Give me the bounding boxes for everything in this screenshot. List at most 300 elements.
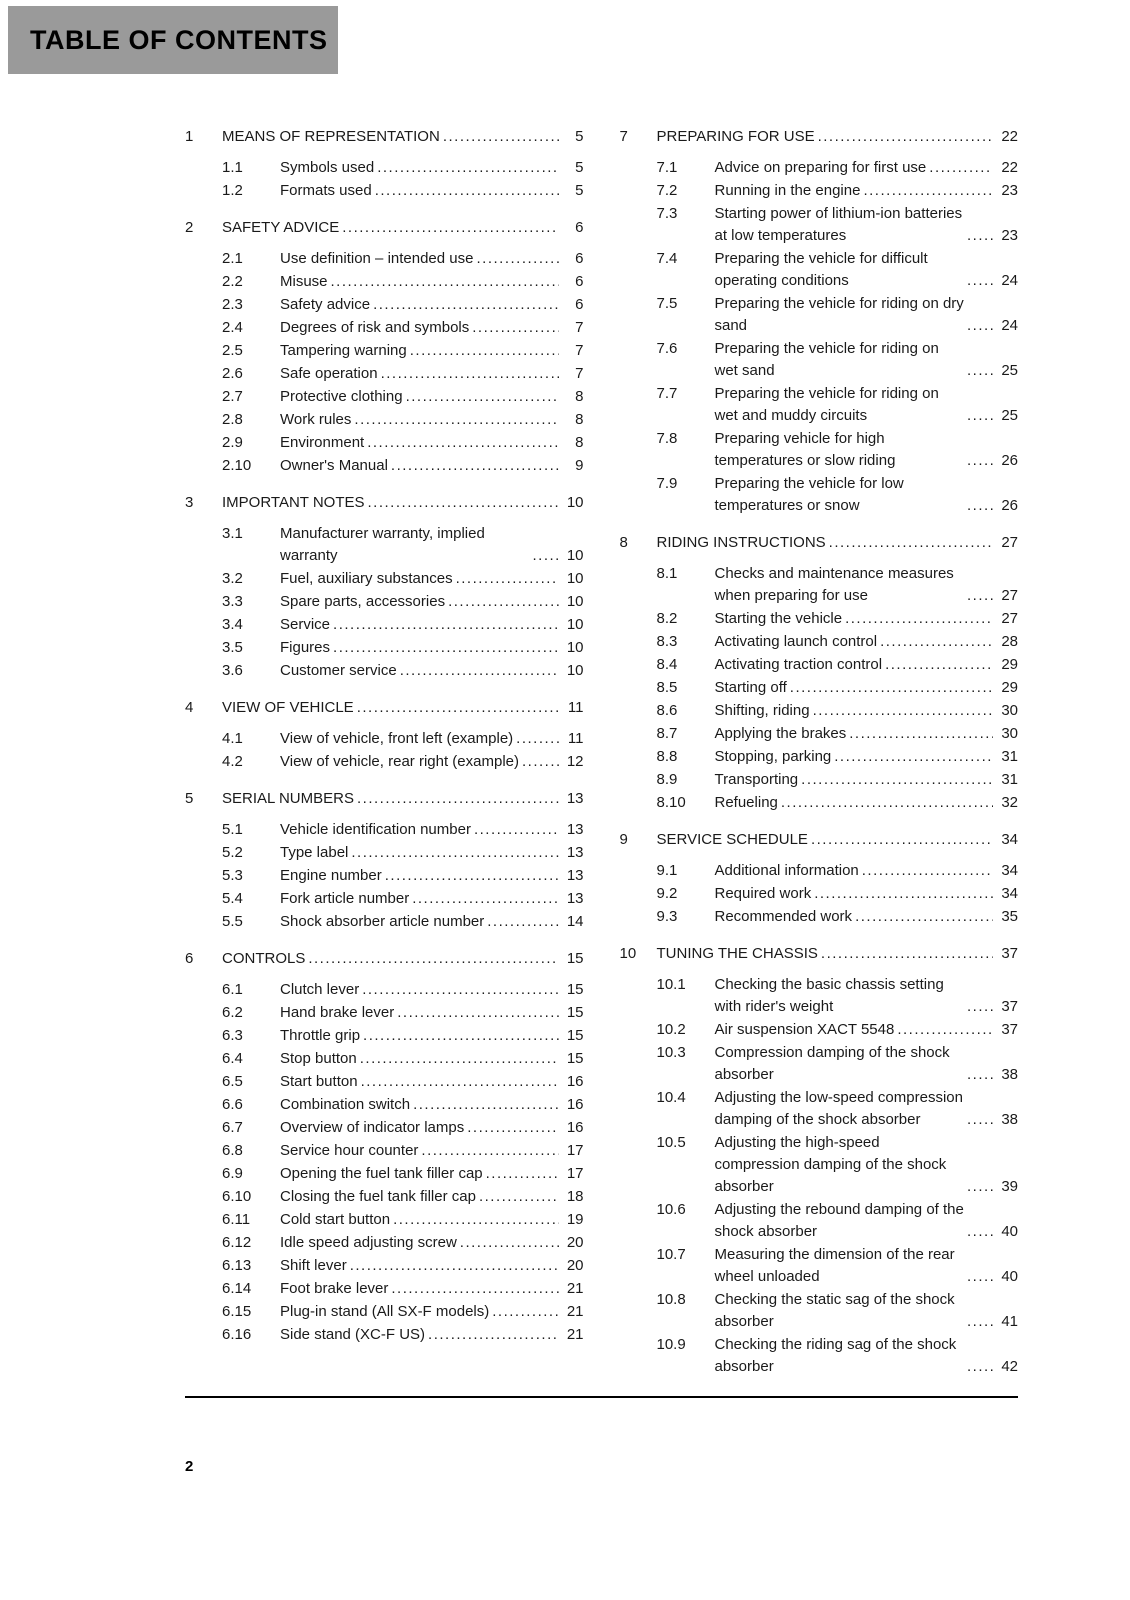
- toc-section-entry: [620, 883, 1019, 905]
- section-title: Checking the static sag of the shock absorber: [714, 1291, 955, 1330]
- section-title: Plug-in stand (All SX-F models): [280, 1303, 490, 1320]
- page-reference: 24: [1001, 317, 1018, 334]
- page-reference: 27: [1001, 534, 1018, 551]
- dot-leader: [381, 363, 559, 385]
- chapter-number: 6: [185, 950, 194, 967]
- section-title: Manufacturer warranty, implied warranty: [280, 525, 485, 564]
- section-number: 6.10: [222, 1188, 252, 1205]
- toc-section-entry: [185, 865, 584, 887]
- section-number: 1.2: [222, 182, 243, 199]
- section-number: 6.16: [222, 1326, 252, 1343]
- toc-section-entry: [185, 317, 584, 339]
- page-reference: 25: [1001, 362, 1018, 379]
- toc-section-entry: [620, 293, 1019, 337]
- page-reference: 31: [1001, 771, 1018, 788]
- section-number: 3.2: [222, 570, 243, 587]
- dot-leader: [456, 568, 559, 590]
- section-number: 3.1: [222, 525, 243, 542]
- dot-leader: [421, 1140, 558, 1162]
- page-reference: 15: [566, 1050, 584, 1067]
- section-number: 6.11: [222, 1211, 251, 1228]
- dot-leader: [487, 911, 558, 933]
- toc-section-entry: [185, 751, 584, 773]
- dot-leader: [897, 1019, 993, 1041]
- section-title: Preparing the vehicle for difficult operating conditions: [714, 250, 928, 289]
- section-title: Engine number: [280, 867, 382, 884]
- page-reference: 22: [1001, 159, 1018, 176]
- page-reference: 5: [575, 159, 584, 176]
- section-number: 10.6: [656, 1201, 686, 1218]
- page-reference: 29: [1001, 679, 1018, 696]
- chapter-title: PREPARING FOR USE: [656, 128, 815, 145]
- section-title: Service: [280, 616, 331, 633]
- toc-section-entry: [185, 1117, 584, 1139]
- section-title: Vehicle identification number: [280, 821, 471, 838]
- chapter-number: 1: [185, 128, 194, 145]
- toc-chapter-entry: [620, 126, 1019, 148]
- section-title: Applying the brakes: [714, 725, 847, 742]
- section-title: Activating launch control: [714, 633, 878, 650]
- toc-section-entry: [620, 1042, 1019, 1086]
- toc-section-entry: [620, 338, 1019, 382]
- section-title: Refueling: [714, 794, 778, 811]
- section-number: 7.3: [656, 205, 678, 222]
- section-title: Running in the engine: [714, 182, 861, 199]
- section-title: Cold start button: [280, 1211, 391, 1228]
- page-reference: 11: [567, 730, 584, 747]
- page-reference: 34: [1001, 885, 1018, 902]
- section-number: 9.2: [656, 885, 678, 902]
- section-title: Preparing the vehicle for riding on wet and muddy circuits: [714, 385, 939, 424]
- section-title: Combination switch: [280, 1096, 411, 1113]
- section-number: 7.7: [656, 385, 678, 402]
- section-title: Shock absorber article number: [280, 913, 485, 930]
- section-number: 4.1: [222, 730, 243, 747]
- dot-leader: [350, 1255, 559, 1277]
- dot-leader: [400, 660, 559, 682]
- page-reference: 15: [566, 1027, 584, 1044]
- dot-leader: [821, 943, 993, 965]
- dot-leader: [397, 1002, 558, 1024]
- page-reference: 6: [575, 219, 584, 236]
- chapter-number: 5: [185, 790, 194, 807]
- dot-leader: [516, 728, 558, 750]
- toc-column-right: [620, 126, 1019, 1379]
- toc: [185, 126, 1018, 1379]
- dot-leader: [385, 865, 559, 887]
- chapter-number: 4: [185, 699, 194, 716]
- dot-leader: [967, 1109, 993, 1131]
- dot-leader: [863, 180, 993, 202]
- toc-section-entry: [620, 1132, 1019, 1198]
- dot-leader: [362, 979, 558, 1001]
- section-title: Air suspension XACT 5548: [714, 1021, 895, 1038]
- dot-leader: [363, 1025, 558, 1047]
- section-title: Safety advice: [280, 296, 371, 313]
- page-reference: 19: [566, 1211, 584, 1228]
- dot-leader: [428, 1324, 558, 1346]
- dot-leader: [862, 860, 993, 882]
- toc-section-entry: [185, 1163, 584, 1185]
- section-title: Type label: [280, 844, 349, 861]
- toc-chapter-entry: [185, 492, 584, 514]
- page-reference: 10: [566, 639, 584, 656]
- section-title: Opening the fuel tank filler cap: [280, 1165, 483, 1182]
- page-reference: 37: [1001, 998, 1018, 1015]
- section-title: Work rules: [280, 411, 352, 428]
- dot-leader: [801, 769, 993, 791]
- section-number: 10.2: [656, 1021, 686, 1038]
- toc-section-entry: [185, 1209, 584, 1231]
- section-title: Checking the basic chassis setting with rider's weight: [714, 976, 944, 1015]
- chapter-number: 9: [619, 831, 628, 848]
- page-reference: 21: [566, 1326, 584, 1343]
- dot-leader: [811, 829, 993, 851]
- toc-chapter-entry: [185, 126, 584, 148]
- section-title: Compression damping of the shock absorber: [714, 1044, 950, 1083]
- page-reference: 40: [1001, 1223, 1018, 1240]
- page-reference: 20: [566, 1257, 584, 1274]
- dot-leader: [880, 631, 993, 653]
- page-reference: 15: [566, 981, 584, 998]
- section-title: Overview of indicator lamps: [280, 1119, 465, 1136]
- section-number: 2.7: [222, 388, 243, 405]
- dot-leader: [929, 157, 993, 179]
- toc-section-entry: [620, 792, 1019, 814]
- toc-section-entry: [620, 1199, 1019, 1243]
- dot-leader: [967, 270, 993, 292]
- section-title: Starting off: [714, 679, 787, 696]
- section-title: Required work: [714, 885, 812, 902]
- section-title: Adjusting the rebound damping of the shock absorber: [714, 1201, 964, 1240]
- section-title: Adjusting the low-speed compression damping of the shock absorber: [714, 1089, 963, 1128]
- page-reference: 7: [575, 319, 584, 336]
- section-number: 8.9: [656, 771, 678, 788]
- dot-leader: [354, 409, 558, 431]
- dot-leader: [967, 1311, 993, 1333]
- dot-leader: [333, 614, 558, 636]
- section-title: Shifting, riding: [714, 702, 810, 719]
- section-title: Hand brake lever: [280, 1004, 395, 1021]
- section-number: 7.9: [656, 475, 678, 492]
- section-number: 3.6: [222, 662, 243, 679]
- section-number: 9.3: [656, 908, 678, 925]
- section-number: 6.14: [222, 1280, 252, 1297]
- section-title: Start button: [280, 1073, 358, 1090]
- dot-leader: [486, 1163, 559, 1185]
- page-reference: 10: [566, 547, 584, 564]
- toc-section-entry: [185, 888, 584, 910]
- section-number: 10.3: [656, 1044, 686, 1061]
- chapter-number: 3: [185, 494, 194, 511]
- section-number: 8.8: [656, 748, 678, 765]
- page-reference: 7: [575, 342, 584, 359]
- section-title: Preparing the vehicle for low temperatures or snow: [714, 475, 904, 514]
- toc-section-entry: [185, 819, 584, 841]
- toc-section-entry: [620, 473, 1019, 517]
- section-number: 7.1: [656, 159, 678, 176]
- toc-section-entry: [620, 428, 1019, 472]
- toc-section-entry: [185, 1232, 584, 1254]
- page-reference: 8: [575, 411, 584, 428]
- section-number: 8.10: [656, 794, 686, 811]
- page-reference: 31: [1001, 748, 1018, 765]
- section-number: 7.6: [656, 340, 678, 357]
- toc-section-entry: [185, 386, 584, 408]
- section-number: 6.9: [222, 1165, 243, 1182]
- toc-section-entry: [185, 1324, 584, 1346]
- dot-leader: [818, 126, 993, 148]
- section-title: View of vehicle, rear right (example): [280, 753, 519, 770]
- section-title: Measuring the dimension of the rear wheel unloaded: [714, 1246, 955, 1285]
- section-number: 8.5: [656, 679, 678, 696]
- dot-leader: [368, 492, 559, 514]
- page-header: [8, 6, 338, 74]
- section-title: Environment: [280, 434, 365, 451]
- toc-section-entry: [620, 157, 1019, 179]
- toc-section-entry: [185, 1071, 584, 1093]
- dot-leader: [467, 1117, 558, 1139]
- toc-section-entry: [620, 1289, 1019, 1333]
- section-title: Customer service: [280, 662, 397, 679]
- section-title: Preparing the vehicle for riding on wet sand: [714, 340, 939, 379]
- dot-leader: [373, 294, 558, 316]
- page-reference: 21: [566, 1303, 584, 1320]
- chapter-title: CONTROLS: [222, 950, 306, 967]
- chapter-number: 2: [185, 219, 194, 236]
- section-title: Adjusting the high-speed compression damping of the shock absorber: [714, 1134, 947, 1195]
- dot-leader: [413, 1094, 558, 1116]
- section-number: 7.8: [656, 430, 678, 447]
- page-reference: 24: [1001, 272, 1018, 289]
- page-reference: 13: [566, 790, 584, 807]
- toc-section-entry: [620, 563, 1019, 607]
- page-reference: 29: [1001, 656, 1018, 673]
- dot-leader: [967, 996, 993, 1018]
- section-number: 6.1: [222, 981, 243, 998]
- toc-section-entry: [185, 271, 584, 293]
- toc-section-entry: [620, 1334, 1019, 1378]
- toc-section-entry: [620, 203, 1019, 247]
- toc-section-entry: [185, 842, 584, 864]
- dot-leader: [410, 340, 559, 362]
- dot-leader: [331, 271, 559, 293]
- page-reference: 32: [1001, 794, 1018, 811]
- section-number: 5.4: [222, 890, 243, 907]
- page-reference: 23: [1001, 227, 1018, 244]
- section-number: 6.4: [222, 1050, 243, 1067]
- page-reference: 15: [566, 950, 584, 967]
- section-number: 6.5: [222, 1073, 243, 1090]
- section-number: 1.1: [222, 159, 243, 176]
- toc-section-entry: [185, 1025, 584, 1047]
- page-reference: 38: [1001, 1066, 1018, 1083]
- page-reference: 13: [566, 890, 584, 907]
- page-reference: 8: [575, 434, 584, 451]
- dot-leader: [790, 677, 993, 699]
- section-title: Protective clothing: [280, 388, 403, 405]
- toc-section-entry: [620, 700, 1019, 722]
- dot-leader: [360, 1048, 559, 1070]
- section-title: Service hour counter: [280, 1142, 419, 1159]
- dot-leader: [342, 217, 558, 239]
- dot-leader: [406, 386, 559, 408]
- dot-leader: [814, 883, 993, 905]
- section-number: 5.5: [222, 913, 243, 930]
- toc-section-entry: [620, 608, 1019, 630]
- page-reference: 40: [1001, 1268, 1018, 1285]
- page-reference: 7: [575, 365, 584, 382]
- dot-leader: [391, 1278, 558, 1300]
- toc-section-entry: [185, 637, 584, 659]
- page-reference: 34: [1001, 862, 1018, 879]
- section-title: Figures: [280, 639, 331, 656]
- section-number: 3.3: [222, 593, 243, 610]
- page-reference: 17: [566, 1165, 584, 1182]
- section-number: 3.5: [222, 639, 243, 656]
- toc-chapter-entry: [620, 829, 1019, 851]
- section-title: Fork article number: [280, 890, 410, 907]
- section-number: 2.10: [222, 457, 252, 474]
- section-title: Use definition – intended use: [280, 250, 474, 267]
- page-reference: 13: [566, 867, 584, 884]
- section-title: Closing the fuel tank filler cap: [280, 1188, 476, 1205]
- section-title: Checks and maintenance measures when preparing for use: [714, 565, 954, 604]
- dot-leader: [885, 654, 993, 676]
- page-reference: 8: [575, 388, 584, 405]
- page-reference: 21: [566, 1280, 584, 1297]
- section-number: 6.13: [222, 1257, 252, 1274]
- toc-section-entry: [620, 1087, 1019, 1131]
- section-title: Misuse: [280, 273, 328, 290]
- toc-section-entry: [185, 614, 584, 636]
- section-number: 6.8: [222, 1142, 243, 1159]
- section-title: Stop button: [280, 1050, 357, 1067]
- page-reference: 16: [566, 1119, 584, 1136]
- dot-leader: [357, 697, 559, 719]
- toc-chapter-entry: [185, 948, 584, 970]
- page-reference: 26: [1001, 497, 1018, 514]
- toc-column-left: [185, 126, 584, 1379]
- dot-leader: [967, 405, 993, 427]
- page-reference: 39: [1001, 1178, 1018, 1195]
- section-title: Fuel, auxiliary substances: [280, 570, 453, 587]
- section-number: 10.4: [656, 1089, 686, 1106]
- toc-section-entry: [620, 769, 1019, 791]
- section-title: Clutch lever: [280, 981, 360, 998]
- toc-section-entry: [620, 654, 1019, 676]
- section-number: 8.1: [656, 565, 678, 582]
- page-reference: 13: [566, 821, 584, 838]
- dot-leader: [967, 1176, 993, 1198]
- section-number: 6.3: [222, 1027, 243, 1044]
- toc-section-entry: [185, 568, 584, 590]
- dot-leader: [412, 888, 558, 910]
- toc-section-entry: [185, 363, 584, 385]
- dot-leader: [460, 1232, 559, 1254]
- dot-leader: [474, 819, 559, 841]
- dot-leader: [967, 1221, 993, 1243]
- section-number: 5.3: [222, 867, 243, 884]
- page-reference: 14: [566, 913, 584, 930]
- page-reference: 27: [1001, 587, 1018, 604]
- page-reference: 30: [1001, 702, 1018, 719]
- section-title: View of vehicle, front left (example): [280, 730, 514, 747]
- dot-leader: [967, 1064, 993, 1086]
- footer-divider: [185, 1396, 1018, 1398]
- dot-leader: [391, 455, 559, 477]
- toc-section-entry: [185, 660, 584, 682]
- chapter-title: MEANS OF REPRESENTATION: [222, 128, 440, 145]
- toc-section-entry: [620, 906, 1019, 928]
- toc-section-entry: [185, 340, 584, 362]
- dot-leader: [351, 842, 558, 864]
- section-number: 10.8: [656, 1291, 686, 1308]
- section-number: 3.4: [222, 616, 243, 633]
- section-title: Degrees of risk and symbols: [280, 319, 470, 336]
- section-number: 8.6: [656, 702, 678, 719]
- section-number: 10.7: [656, 1246, 686, 1263]
- page-reference: 10: [566, 494, 584, 511]
- toc-section-entry: [185, 455, 584, 477]
- dot-leader: [377, 157, 558, 179]
- section-title: Starting power of lithium-ion batteries at low temperatures: [714, 205, 963, 244]
- page-reference: 20: [566, 1234, 584, 1251]
- page-reference: 41: [1001, 1313, 1018, 1330]
- section-title: Side stand (XC-F US): [280, 1326, 426, 1343]
- toc-section-entry: [620, 746, 1019, 768]
- dot-leader: [361, 1071, 559, 1093]
- section-title: Formats used: [280, 182, 372, 199]
- toc-section-entry: [620, 1019, 1019, 1041]
- section-title: Stopping, parking: [714, 748, 832, 765]
- toc-section-entry: [185, 1255, 584, 1277]
- dot-leader: [479, 1186, 559, 1208]
- dot-leader: [522, 751, 559, 773]
- page-reference: 30: [1001, 725, 1018, 742]
- section-number: 6.6: [222, 1096, 243, 1113]
- section-number: 2.9: [222, 434, 243, 451]
- page-reference: 5: [575, 128, 584, 145]
- chapter-title: SAFETY ADVICE: [222, 219, 340, 236]
- page-reference: 16: [566, 1096, 584, 1113]
- page-reference: 25: [1001, 407, 1018, 424]
- section-number: 8.7: [656, 725, 678, 742]
- section-number: 2.1: [222, 250, 243, 267]
- dot-leader: [967, 225, 993, 247]
- section-number: 2.4: [222, 319, 243, 336]
- page-reference: 10: [566, 662, 584, 679]
- dot-leader: [967, 450, 993, 472]
- section-number: 6.15: [222, 1303, 252, 1320]
- toc-section-entry: [185, 1002, 584, 1024]
- toc-section-entry: [185, 1140, 584, 1162]
- page-reference: 16: [566, 1073, 584, 1090]
- dot-leader: [781, 792, 993, 814]
- section-title: Starting the vehicle: [714, 610, 843, 627]
- toc-section-entry: [185, 591, 584, 613]
- section-number: 7.4: [656, 250, 678, 267]
- page-reference: 5: [575, 182, 584, 199]
- section-number: 6.2: [222, 1004, 243, 1021]
- toc-section-entry: [185, 1186, 584, 1208]
- toc-section-entry: [620, 723, 1019, 745]
- dot-leader: [472, 317, 558, 339]
- page-reference: 10: [566, 593, 584, 610]
- dot-leader: [533, 545, 559, 567]
- dot-leader: [476, 248, 558, 270]
- section-title: Shift lever: [280, 1257, 347, 1274]
